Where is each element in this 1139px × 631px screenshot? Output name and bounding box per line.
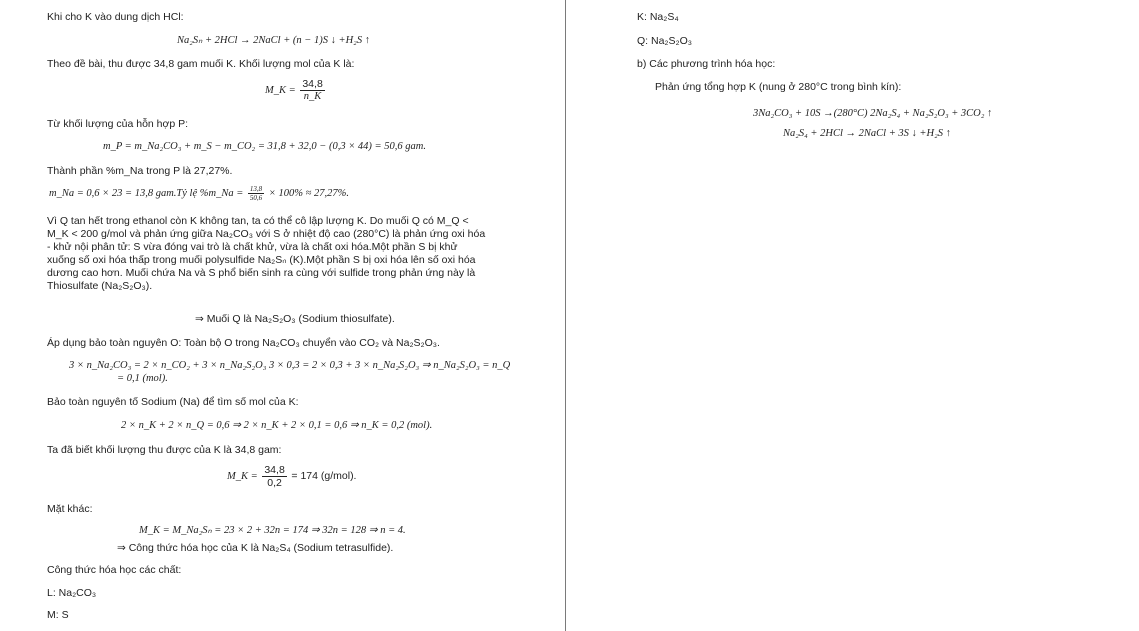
equation-molar-mass-result (227, 464, 356, 489)
text-otherwise: Mặt khác: (47, 503, 93, 515)
fraction (300, 78, 324, 103)
paragraph-line: Thiosulfate (Na₂S₂O₃). (47, 280, 153, 292)
equation-oxygen-result: = 0,1 (mol). (117, 373, 168, 384)
formula-k: K: Na₂S₄ (637, 11, 679, 23)
paragraph-line: xuống số oxi hóa thấp trong muối polysulfide Na₂Sₙ (K).Một phần S bị oxi hóa lên số oxi hóa (47, 254, 476, 266)
formula-q: Q: Na₂S₂O₃ (637, 35, 693, 47)
equation-part-b: × 100% ≈ 27,27%. (268, 187, 350, 199)
paragraph-line: Vì Q tan hết trong ethanol còn K không tan, ta có thể cô lập lượng K. Do muối Q có M_Q < (47, 215, 469, 227)
equation-lhs: M_K = (265, 84, 296, 96)
text-formulas-heading: Công thức hóa học các chất: (47, 564, 182, 576)
equation-sodium-balance: 2 × n_K + 2 × n_Q = 0,6 ⇒ 2 × n_K + 2 × 0,1 = 0,6 ⇒ n_K = 0,2 (mol). (121, 420, 433, 431)
paragraph-line: - khử nội phân tử: S vừa đóng vai trò là chất khử, vừa là chất oxi hóa.Một phần S bị khử (47, 241, 458, 253)
section-b-heading: b) Các phương trình hóa học: (637, 58, 776, 70)
text-intro-hcl: Khi cho K vào dung dịch HCl: (47, 11, 184, 23)
column-divider (565, 0, 566, 631)
text-synthesis: Phản ứng tổng hợp K (nung ở 280°C trong bình kín): (655, 81, 902, 93)
numerator: 13,8 (249, 185, 263, 193)
equation-lhs: M_K = (227, 470, 258, 482)
equation-part-a: m_Na = 0,6 × 23 = 13,8 gam.Tỷ lệ %m_Na = (49, 187, 244, 199)
denominator: 0,2 (267, 477, 282, 489)
fraction (248, 185, 264, 202)
text-mass-k: Theo đề bài, thu được 34,8 gam muối K. Khối lượng mol của K là: (47, 58, 355, 70)
text-known-mass: Ta đã biết khối lượng thu được của K là 34,8 gam: (47, 444, 282, 456)
equation-synthesis: 3Na₂CO₃ + 10S →(280°C) 2Na₂S₄ + Na₂S₂O₃ + 3CO₂ ↑ (753, 108, 993, 119)
equation-rhs: = 174 (g/mol). (291, 469, 357, 482)
fraction (262, 464, 286, 489)
equation-molar-mass-k (265, 78, 327, 103)
paragraph-line: M_K < 200 g/mol và phản ứng giữa Na₂CO₃ với S ở nhiệt độ cao (280°C) là phản ứng oxi hóa (47, 228, 486, 240)
numerator: 34,8 (302, 78, 323, 90)
text-percent-na: Thành phần %m_Na trong P là 27,27%. (47, 165, 233, 177)
text-conclusion-k: ⇒ Công thức hóa học của K là Na₂S₄ (Sodium tetrasulfide). (117, 542, 394, 554)
numerator: 34,8 (264, 464, 285, 476)
equation-oxygen-balance: 3 × n_Na₂CO₃ = 2 × n_CO₂ + 3 × n_Na₂S₂O₃ 3 × 0,3 = 2 × 0,3 + 3 × n_Na₂S₂O₃ ⇒ n_Na₂S₂O₃ = n_Q (69, 360, 511, 371)
equation-percent-na (49, 185, 349, 202)
text-oxygen-conservation: Áp dụng bảo toàn nguyên O: Toàn bộ O trong Na₂CO₃ chuyển vào CO₂ và Na₂S₂O₃. (47, 337, 440, 349)
text-mixture-p: Từ khối lượng của hỗn hợp P: (47, 118, 189, 130)
text-sodium-conservation: Bảo toàn nguyên tố Sodium (Na) để tìm số mol của K: (47, 396, 299, 408)
paragraph-line: dương cao hơn. Muối chứa Na và S phổ biến sinh ra cùng với sulfide trong phản ứng này là (47, 267, 476, 279)
equation-solve-n: M_K = M_Na₂Sₙ = 23 × 2 + 32n = 174 ⇒ 32n = 128 ⇒ n = 4. (139, 525, 406, 536)
equation-k-hcl: Na₂S₄ + 2HCl → 2NaCl + 3S ↓ +H₂S ↑ (783, 128, 951, 139)
equation-polysulfide-hcl: Na₂Sₙ + 2HCl → 2NaCl + (n − 1)S ↓ +H₂S ↑ (177, 35, 370, 46)
equation-mass-p: m_P = m_Na₂CO₃ + m_S − m_CO₂ = 31,8 + 32,0 − (0,3 × 44) = 50,6 gam. (103, 141, 426, 152)
denominator: n_K (303, 91, 322, 102)
formula-l: L: Na₂CO₃ (47, 587, 97, 599)
denominator: 50,6 (249, 194, 263, 202)
formula-m: M: S (47, 609, 69, 621)
text-conclusion-q: ⇒ Muối Q là Na₂S₂O₃ (Sodium thiosulfate). (195, 313, 395, 325)
